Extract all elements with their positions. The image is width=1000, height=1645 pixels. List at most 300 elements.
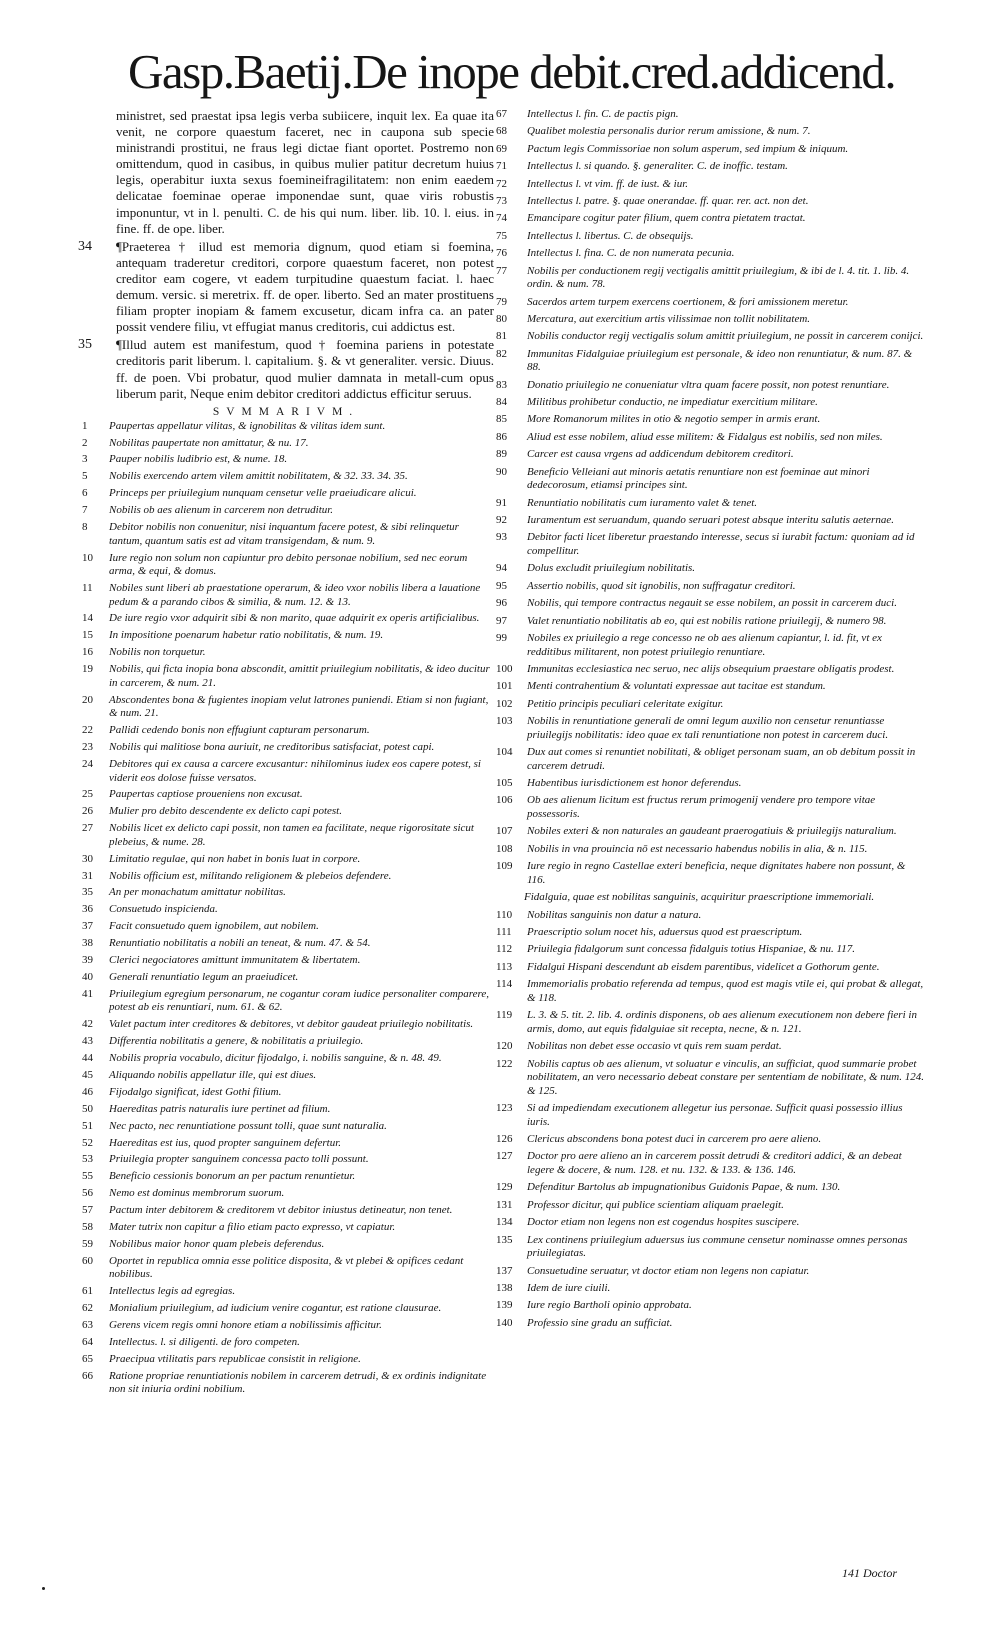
summary-item-number: 74 [496, 212, 507, 225]
summary-item [496, 680, 924, 694]
summary-item-text: Nobilis officium est, militando religionem & plebeios defendere. [109, 869, 392, 882]
summary-item-text: Debitores qui ex causa a carcere excusantur: nihilominus iudex eos capere potest, si viderit eos dolose fuisse versatos. [109, 757, 481, 784]
summary-item [78, 886, 494, 900]
summary-item-number: 16 [82, 646, 93, 659]
summary-item-text: Nobiles sunt liberi ab praestatione operarum, & ideo vxor nobilis libera a lauatione pedum & a parando cibos & similia, & num. 12. & 13. [109, 582, 481, 608]
summary-item-text: Nobiles ex priuilegio a rege concesso ne ob aes alienum capiantur, l. id. fit, vt ex redditibus militarent, non potest priuilegio renuntiare. [527, 631, 882, 658]
summary-item-number: 122 [496, 1057, 513, 1070]
summary-item-number: 51 [82, 1119, 93, 1132]
summary-item-number: 100 [496, 662, 513, 675]
summary-item-text: Intellectus l. vt vim. ff. de iust. & iur. [527, 177, 689, 190]
summary-item [496, 777, 924, 791]
summary-item [78, 663, 494, 690]
summary-item [496, 632, 924, 659]
summary-item-number: 37 [82, 920, 93, 933]
summary-item-number: 137 [496, 1264, 513, 1277]
summary-item-number: 45 [82, 1068, 93, 1081]
summary-item-number: 105 [496, 777, 513, 790]
summary-item-number: 69 [496, 142, 507, 155]
summary-item [496, 143, 924, 157]
summary-item-number: 22 [82, 724, 93, 737]
summary-item-number: 43 [82, 1035, 93, 1048]
summary-item-text: Intellectus l. patre. §. quae onerandae. ff. quar. rer. act. non det. [527, 194, 809, 207]
summary-item-number: 85 [496, 413, 507, 426]
summary-item-text: Clerici negociatores amittunt immunitatem & libertatem. [109, 954, 361, 966]
summary-item [496, 497, 924, 511]
summary-item [78, 1153, 494, 1167]
summary-item-number: 127 [496, 1150, 513, 1163]
summary-item [496, 909, 924, 923]
summary-item-number: 134 [496, 1216, 513, 1229]
summary-item-text: Paupertas captiose proueniens non excusat. [109, 788, 303, 801]
summary-item [496, 943, 924, 957]
margin-number: 35 [78, 337, 92, 353]
summary-item-text: Monialium priuilegium, ad iudicium venire cogantur, est ratione clausurae. [109, 1302, 442, 1315]
summary-item-number: 82 [496, 347, 507, 360]
summary-item-number: 72 [496, 177, 507, 190]
summary-item-number: 131 [496, 1198, 513, 1211]
summary-item [496, 178, 924, 192]
summary-item [496, 825, 924, 839]
summary-item [496, 597, 924, 611]
summary-item-number: 112 [496, 943, 513, 956]
summary-item-number: 75 [496, 229, 507, 242]
summary-item [78, 1187, 494, 1201]
summary-item-number: 50 [82, 1102, 93, 1115]
summary-item-number: 108 [496, 842, 513, 855]
summary-item-number: 107 [496, 825, 513, 838]
summary-item-text: An per monachatum amittatur nobilitas. [109, 886, 286, 899]
summary-item-number: 62 [82, 1302, 93, 1315]
summary-item [496, 961, 924, 975]
summary-item-text: Nobilis ob aes alienum in carcerem non detruditur. [109, 504, 334, 517]
left-column [78, 108, 494, 1400]
summary-item-number: 86 [496, 430, 507, 443]
summary-item [78, 1238, 494, 1252]
summary-item-text: Debitor facti licet liberetur praestando interesse, secus si iurabit factum: quoniam ad id compellitur. [527, 531, 915, 557]
summary-item-text: Intellectus legis ad egregias. [109, 1285, 236, 1298]
summary-item [78, 1137, 494, 1151]
summary-item-text: Nobilitas non debet esse occasio vt quis rem suam perdat. [527, 1040, 782, 1053]
summary-item [496, 1102, 924, 1129]
summary-item-text: Valet pactum inter creditores & debitores, vt debitor gaudeat priuilegio nobilitatis. [109, 1018, 474, 1031]
summary-item [78, 920, 494, 934]
summary-item [496, 1040, 924, 1054]
summary-item-text: Assertio nobilis, quod sit ignobilis, non suffragatur creditori. [527, 579, 796, 592]
summary-item-number: 11 [82, 582, 93, 594]
summary-item [496, 715, 924, 742]
summary-item-number: 57 [82, 1204, 93, 1217]
summary-item-text: Pallidi cedendo bonis non effugiunt capturam personarum. [109, 724, 370, 737]
summary-item-text: Menti contrahentium & voluntati expressae aut tacitae est standum. [527, 680, 826, 693]
summary-item [78, 822, 494, 849]
summary-item-number: 102 [496, 697, 513, 710]
summary-item-text: Nobilis propria vocabulo, dicitur fijodalgo, i. nobilis sanguine, & n. 48. 49. [109, 1052, 442, 1065]
summary-item [78, 552, 494, 579]
summary-item-number: 1 [82, 419, 88, 432]
summary-item [496, 1009, 924, 1036]
summary-item [78, 453, 494, 467]
summary-item-number: 8 [82, 521, 88, 534]
summary-item-number: 56 [82, 1187, 93, 1200]
summary-item-number: 83 [496, 378, 507, 391]
summary-item-text: Oportet in republica omnia esse politice disposita, & vt plebei & opifices cedant nobilibus. [109, 1254, 464, 1281]
paragraph-35 [78, 337, 494, 401]
summary-item-number: 64 [82, 1335, 93, 1348]
summary-item-number: 3 [82, 453, 88, 466]
summary-item-number: 94 [496, 562, 507, 575]
summary-note: Fidalguia, quae est nobilitas sanguinis, acquiritur praescriptione immemoriali. [524, 891, 875, 904]
summary-item-text: Immunitas ecclesiastica nec seruo, nec alijs obsequium praestare obligatis prodest. [527, 662, 895, 675]
summary-item-number: 38 [82, 937, 93, 950]
summary-item [496, 431, 924, 445]
summary-item-text: Gerens vicem regis omni honore etiam a nobilissimis afficitur. [109, 1319, 382, 1331]
summary-item-text: Consuetudo inspicienda. [109, 903, 218, 916]
summary-item-number: 58 [82, 1220, 93, 1233]
summary-item-text: Intellectus l. fina. C. de non numerata pecunia. [527, 247, 735, 260]
summary-item-text: Haereditas patris naturalis iure pertinet ad filium. [109, 1102, 331, 1115]
summary-item-text: Nobilis in renuntiatione generali de omni legum auxilio non censetur renuntiasse priuilegijs nobilitatis: ideo quae ex tali renuntiatione non potest in carcerem duci. [527, 715, 889, 741]
summary-item-text: Pactum legis Commissoriae non solum asperum, sed impium & iniquum. [527, 142, 849, 155]
summary-item-text: Renuntiatio nobilitatis cum iuramento valet & tenet. [527, 496, 758, 509]
summary-item-text: Professor dicitur, qui publice scientiam aliquam praelegit. [527, 1198, 784, 1211]
summary-item-number: 26 [82, 805, 93, 818]
summary-item [496, 230, 924, 244]
summary-item-text: Iure regio Bartholi opinio approbata. [527, 1299, 692, 1312]
summary-item-text: Nobilis per conductionem regij vectigalis amittit priuilegium, & ibi de l. 4. tit. 1. lib. 4. ordin. & num. 78. [527, 264, 910, 291]
summary-item-text: Mater tutrix non capitur a filio etiam pacto expresso, vt capiatur. [109, 1220, 396, 1233]
summary-item-number: 92 [496, 513, 507, 526]
summary-item-text: Pauper nobilis ludibrio est, & nume. 18. [109, 453, 288, 466]
summary-item-number: 138 [496, 1281, 513, 1294]
summary-item [496, 160, 924, 174]
summary-item [78, 954, 494, 968]
summary-item-text: Militibus prohibetur conductio, ne impediatur exercitium militare. [527, 396, 818, 409]
summary-item-number: 41 [82, 987, 93, 1000]
summary-item [496, 212, 924, 226]
summary-item [496, 698, 924, 712]
summary-item-text: Beneficio cessionis bonorum an per pactum renuntietur. [109, 1170, 356, 1183]
summary-item-text: Nobiles exteri & non naturales an gaudeant praerogatiuis & priuilegijs naturalium. [527, 825, 897, 838]
summary-item [496, 1282, 924, 1296]
summary-item-number: 46 [82, 1085, 93, 1098]
summary-item-text: Nobilitas paupertate non amittatur, & nu. 17. [109, 436, 309, 449]
summary-item [78, 741, 494, 755]
summary-item-text: Iure regio non solum non capiuntur pro debito personae nobilium, sed nec eorum arma, & equi, & domus. [109, 551, 468, 578]
summary-item-text: Debitor nobilis non conuenitur, nisi inquantum facere potest, & sibi relinquetur tantum, quantum satis est ad vitam transigendam, & num. 9. [109, 521, 459, 547]
summary-item-text: Fidalgui Hispani descendunt ab eisdem parentibus, videlicet a Gothorum gente. [527, 960, 880, 973]
summary-item-number: 44 [82, 1052, 93, 1065]
summary-item [496, 413, 924, 427]
summary-item [496, 978, 924, 1005]
summary-item [496, 195, 924, 209]
summary-item-text: Nec pacto, nec renuntiatione possunt tolli, quae sunt naturalia. [109, 1119, 387, 1132]
summary-item [78, 971, 494, 985]
summary-item [496, 794, 924, 821]
summary-item-number: 106 [496, 794, 513, 807]
summary-item [496, 448, 924, 462]
summary-item [496, 1216, 924, 1230]
summary-item-number: 89 [496, 448, 507, 461]
summary-item-text: Priuilegia fidalgorum sunt concessa fidalguis totius Hispaniae, & nu. 117. [527, 943, 855, 956]
summary-item-text: Professio sine gradu an sufficiat. [527, 1316, 673, 1329]
summary-item [78, 1069, 494, 1083]
summary-item-number: 53 [82, 1153, 93, 1166]
summary-item-number: 59 [82, 1237, 93, 1250]
summary-item-text: Nobilis in vna prouincia nō est necessario habendus nobilis in alia, & n. 115. [527, 842, 868, 855]
summary-item [496, 379, 924, 393]
summary-item-number: 30 [82, 852, 93, 865]
summary-item [496, 580, 924, 594]
summary-item [78, 988, 494, 1015]
summary-item [496, 1265, 924, 1279]
summary-item-text: Praecipua vtilitatis pars republicae consistit in religione. [109, 1352, 361, 1365]
summary-item [496, 1058, 924, 1099]
summary-item-number: 35 [82, 886, 93, 899]
summary-item-number: 31 [82, 869, 93, 882]
summary-item [78, 1255, 494, 1282]
summary-item [78, 903, 494, 917]
summary-item-number: 79 [496, 295, 507, 308]
summary-item [78, 646, 494, 660]
summary-item-text: Sacerdos artem turpem exercens coertionem, & fori amissionem meretur. [527, 295, 849, 308]
summary-item-text: Intellectus l. fin. C. de pactis pign. [527, 108, 679, 120]
summary-item-number: 67 [496, 108, 507, 120]
summary-item-text: Nobilitas sanguinis non datur a natura. [527, 908, 702, 921]
summary-item-number: 96 [496, 597, 507, 610]
summary-item [496, 1150, 924, 1177]
summary-item-number: 20 [82, 693, 93, 706]
summary-item-number: 80 [496, 312, 507, 325]
summary-item-number: 42 [82, 1018, 93, 1031]
summary-item-number: 135 [496, 1233, 513, 1246]
summary-item-text: Idem de iure ciuili. [527, 1281, 611, 1294]
summary-item-text: Priuilegia propter sanguinem concessa pacto tolli possunt. [109, 1153, 369, 1166]
summary-item-text: Nobilibus maior honor quam plebeis deferendus. [109, 1237, 325, 1250]
summary-item-text: Aliquando nobilis appellatur ille, qui est diues. [109, 1068, 317, 1081]
summary-item [78, 870, 494, 884]
summary-item [78, 437, 494, 451]
summary-item [496, 1299, 924, 1313]
summary-item-number: 66 [82, 1369, 93, 1382]
summary-item-text: Mulier pro debito descendente ex delicto capi potest. [109, 805, 342, 818]
summary-item-number: 27 [82, 822, 93, 835]
summary-item-number: 77 [496, 264, 507, 277]
summary-item-text: Ob aes alienum licitum est fructus rerum primogenij vendere pro tempore vitae possessoris. [527, 794, 876, 821]
summary-item [78, 1018, 494, 1032]
summary-item-number: 6 [82, 487, 88, 500]
summary-item-text: Iure regio in regno Castellae exteri beneficia, neque dignitates habere non possunt, & 116. [527, 860, 906, 886]
ink-speck [42, 1587, 45, 1590]
summary-item-text: Dolus excludit priuilegium nobilitatis. [527, 562, 696, 575]
summary-item-text: Fijodalgo significat, idest Gothi filium. [109, 1085, 282, 1098]
summary-item-number: 84 [496, 396, 507, 409]
summary-item-number: 123 [496, 1102, 513, 1115]
summary-item-text: Praescriptio solum nocet his, aduersus quod est praescriptum. [527, 925, 803, 938]
summary-item-text: Doctor pro aere alieno an in carcerem possit detrudi & creditori addici, & an debeat legere & docere, & num. 128. et nu. 132. & 133. & 136. 146. [527, 1150, 902, 1177]
summary-item-text: Facit consuetudo quem ignobilem, aut nobilem. [109, 920, 319, 933]
summary-item-number: 65 [82, 1352, 93, 1365]
summary-item [496, 615, 924, 629]
summary-item-text: Haereditas est ius, quod propter sanguinem defertur. [109, 1136, 342, 1149]
summary-item [78, 521, 494, 548]
summary-list-right [496, 108, 924, 887]
summary-item [78, 504, 494, 518]
summary-item-text: Pactum inter debitorem & creditorem vt debitor iniustus detineatur, non tenet. [109, 1204, 453, 1217]
summary-item-text: Nobilis conductor regij vectigalis solum amittit priuilegium, ne possit in carcerem conijci. [527, 330, 924, 343]
summary-item [78, 1302, 494, 1316]
summary-item-text: Habentibus iurisdictionem est honor deferendus. [527, 777, 742, 790]
summary-item-number: 7 [82, 504, 88, 517]
summary-item-number: 129 [496, 1181, 513, 1194]
summary-item-text: De iure regio vxor adquirit sibi & non marito, quae adquirit ex operis artificialibus. [109, 612, 480, 625]
summary-item-text: Differentia nobilitatis a genere, & nobilitatis a priuilegio. [109, 1035, 364, 1048]
summary-item-number: 63 [82, 1319, 93, 1331]
summary-item-text: Qualibet molestia personalis durior rerum amissione, & num. 7. [527, 125, 811, 138]
summary-item [78, 629, 494, 643]
summary-item-number: 91 [496, 496, 507, 509]
catchword: 141 Doctor [842, 1566, 897, 1580]
summary-item [496, 1234, 924, 1261]
summary-item [78, 470, 494, 484]
summary-item [78, 788, 494, 802]
summary-item-text: Nemo est dominus membrorum suorum. [109, 1187, 285, 1200]
summary-item-number: 68 [496, 125, 507, 138]
summary-item-text: Ratione propriae renuntiationis nobilem in carcerem detrudi, & ex ordinis indignitate non sit iniuria ordini nobilium. [109, 1369, 487, 1396]
summary-item-number: 19 [82, 663, 93, 676]
summary-item-text: Intellectus. l. si diligenti. de foro competen. [109, 1335, 300, 1348]
summary-item-number: 97 [496, 614, 507, 627]
summary-item-number: 60 [82, 1254, 93, 1267]
summary-item [496, 663, 924, 677]
summary-item-text: Valet renuntiatio nobilitatis ab eo, qui est nobilis ratione priuilegij, & numero 98. [527, 614, 887, 627]
summary-item-text: Limitatio regulae, qui non habet in bonis luat in corpore. [109, 852, 361, 865]
summary-item [496, 348, 924, 375]
summary-list-left [78, 420, 494, 1397]
summary-item-number: 73 [496, 194, 507, 207]
summary-item-text: Donatio priuilegio ne conueniatur vltra quam facere possit, non potest renuntiare. [527, 378, 890, 391]
summary-item [78, 1285, 494, 1299]
running-head: Gasp.Baetij.De inope debit.cred.addicend. [128, 44, 896, 99]
summary-item-text: Dux aut comes si renuntiet nobilitati, & obliget personam suam, an ob debitum possit in carcerem detrudi. [527, 746, 916, 772]
summary-item-number: 55 [82, 1170, 93, 1183]
summary-list-right-continued [496, 909, 924, 1331]
summary-item-number: 25 [82, 788, 93, 801]
summary-item [78, 1370, 494, 1397]
summary-item [78, 1353, 494, 1367]
summary-item-text: Carcer est causa vrgens ad addicendum debitorem creditori. [527, 448, 794, 461]
summary-item-number: 109 [496, 860, 513, 873]
summary-item-number: 95 [496, 579, 507, 592]
summary-item-number: 23 [82, 741, 93, 754]
summary-item [78, 853, 494, 867]
paragraph-34 [78, 239, 494, 336]
summary-item-text: Renuntiatio nobilitatis a nobili an teneat, & num. 47. & 54. [109, 937, 371, 950]
summary-item-text: Abscondentes bona & fugientes inopiam velut latrones puniendi. Etiam si non fugiant, & num. 21. [109, 693, 489, 720]
summary-item [496, 562, 924, 576]
summary-item [78, 1103, 494, 1117]
summary-item [78, 420, 494, 434]
summary-item [496, 247, 924, 261]
summary-item-text: Paupertas appellatur vilitas, & ignobilitas & vilitas idem sunt. [109, 419, 386, 432]
summary-item-number: 61 [82, 1285, 93, 1298]
summary-item-number: 5 [82, 470, 88, 483]
summary-item-text: Aliud est esse nobilem, aliud esse militem: & Fidalgus est nobilis, sed non miles. [527, 430, 883, 443]
summary-item [78, 1319, 494, 1333]
summary-item-text: Emancipare cogitur pater filium, quem contra pietatem tractat. [527, 212, 806, 225]
summary-heading: SVMMARIVM. [212, 405, 360, 418]
summary-item-text: Mercatura, aut exercitium artis vilissimae non tollit nobilitatem. [527, 312, 811, 325]
summary-item-number: 99 [496, 631, 507, 644]
summary-item-number: 139 [496, 1299, 513, 1312]
summary-item-text: Beneficio Velleiani aut minoris aetatis renuntiare non est foeminae aut minori dedecorosum, etiamsi principes sint. [527, 465, 870, 492]
summary-item [78, 758, 494, 785]
paragraph-text: ¶Praeterea † illud est memoria dignum, quod etiam si foemina, antequam traderetur creditori, corpore quaestum faceret, non potest creditor eam cogere, vt eadem turpitudine quaestum faciat. l. haec demum. versic. si meretrix. ff. de oper. liberto. Sed an mater prostituens filiam propter inopiam & famem excusetur, dicam infra ca. an pater possit vendere filiu, vt effugiat manus creditoris, cui addictus est. [116, 238, 494, 335]
summary-item-number: 52 [82, 1136, 93, 1149]
summary-item [78, 1086, 494, 1100]
summary-item-number: 15 [82, 629, 93, 642]
summary-item-number: 110 [496, 908, 513, 921]
summary-item-text: Intellectus l. libertus. C. de obsequijs. [527, 229, 694, 242]
summary-item-text: Nobilis licet ex delicto capi possit, non tamen ea facilitate, neque rigorositate sicut plebeius, & nume. 28. [109, 822, 474, 848]
summary-item-text: Si ad impediendam executionem allegetur ius personae. Sufficit quasi possessio illius iuris. [527, 1102, 903, 1128]
summary-item-text: Nobilis, qui ficta inopia bona abscondit, amittit priuilegium nobilitatis, & ideo ducitur in carcerem, & num. 21. [109, 663, 490, 689]
summary-item [78, 694, 494, 721]
summary-item-number: 111 [496, 925, 512, 938]
summary-item [496, 466, 924, 493]
summary-item [78, 582, 494, 609]
summary-item-text: Immunitas Fidalguiae priuilegium est personale, & ideo non renuntiatur, & num. 87. & 88. [527, 347, 913, 374]
summary-item-text: Nobilis qui malitiose bona auriuit, ne creditoribus satisfaciat, potest capi. [109, 741, 435, 754]
summary-item [496, 313, 924, 327]
summary-item [496, 514, 924, 528]
summary-item [78, 1170, 494, 1184]
summary-item-number: 93 [496, 531, 507, 544]
summary-item [496, 843, 924, 857]
summary-item-text: Defenditur Bartolus ab impugnationibus Guidonis Papae, & num. 130. [527, 1181, 841, 1194]
summary-item-number: 90 [496, 465, 507, 478]
summary-item-number: 39 [82, 954, 93, 966]
summary-item-number: 76 [496, 247, 507, 260]
right-column [496, 108, 924, 1334]
summary-item-number: 10 [82, 551, 93, 564]
summary-item [78, 1204, 494, 1218]
summary-item [78, 1120, 494, 1134]
summary-item-text: Iuramentum est seruandum, quando seruari potest absque interitu salutis aeternae. [527, 513, 894, 526]
summary-item [78, 1221, 494, 1235]
summary-item-number: 2 [82, 436, 88, 449]
summary-item-text: Immemorialis probatio referenda ad tempus, quod est magis vtile ei, qui probat & allegat, & 118. [527, 978, 924, 1004]
summary-item-number: 126 [496, 1133, 513, 1146]
summary-item-text: L. 3. & 5. tit. 2. lib. 4. ordinis disponens, ob aes alienum executionem non debere fieri in armis, domo, aut equis fidalguiae sit recepta, necne, & n. 121. [527, 1009, 917, 1035]
summary-item [496, 926, 924, 940]
summary-item-text: Intellectus l. si quando. §. generaliter. C. de inoffic. testam. [527, 160, 788, 173]
summary-item-text: In impositione poenarum habetur ratio nobilitatis, & num. 19. [109, 629, 384, 642]
summary-item [496, 108, 924, 122]
summary-item-text: Doctor etiam non legens non est cogendus hospites suscipere. [527, 1216, 800, 1229]
summary-item-number: 24 [82, 757, 93, 770]
summary-item [496, 1133, 924, 1147]
summary-item-text: Nobilis, qui tempore contractus negauit se esse nobilem, an possit in carcerem duci. [527, 597, 897, 610]
summary-item-number: 103 [496, 715, 513, 728]
summary-item-number: 71 [496, 160, 507, 173]
summary-item [496, 746, 924, 773]
summary-item-text: More Romanorum milites in otio & negotio semper in armis erant. [527, 413, 821, 426]
summary-item-number: 36 [82, 903, 93, 916]
summary-item [78, 1336, 494, 1350]
summary-item-text: Nobilis non torquetur. [109, 646, 206, 659]
summary-item [78, 724, 494, 738]
